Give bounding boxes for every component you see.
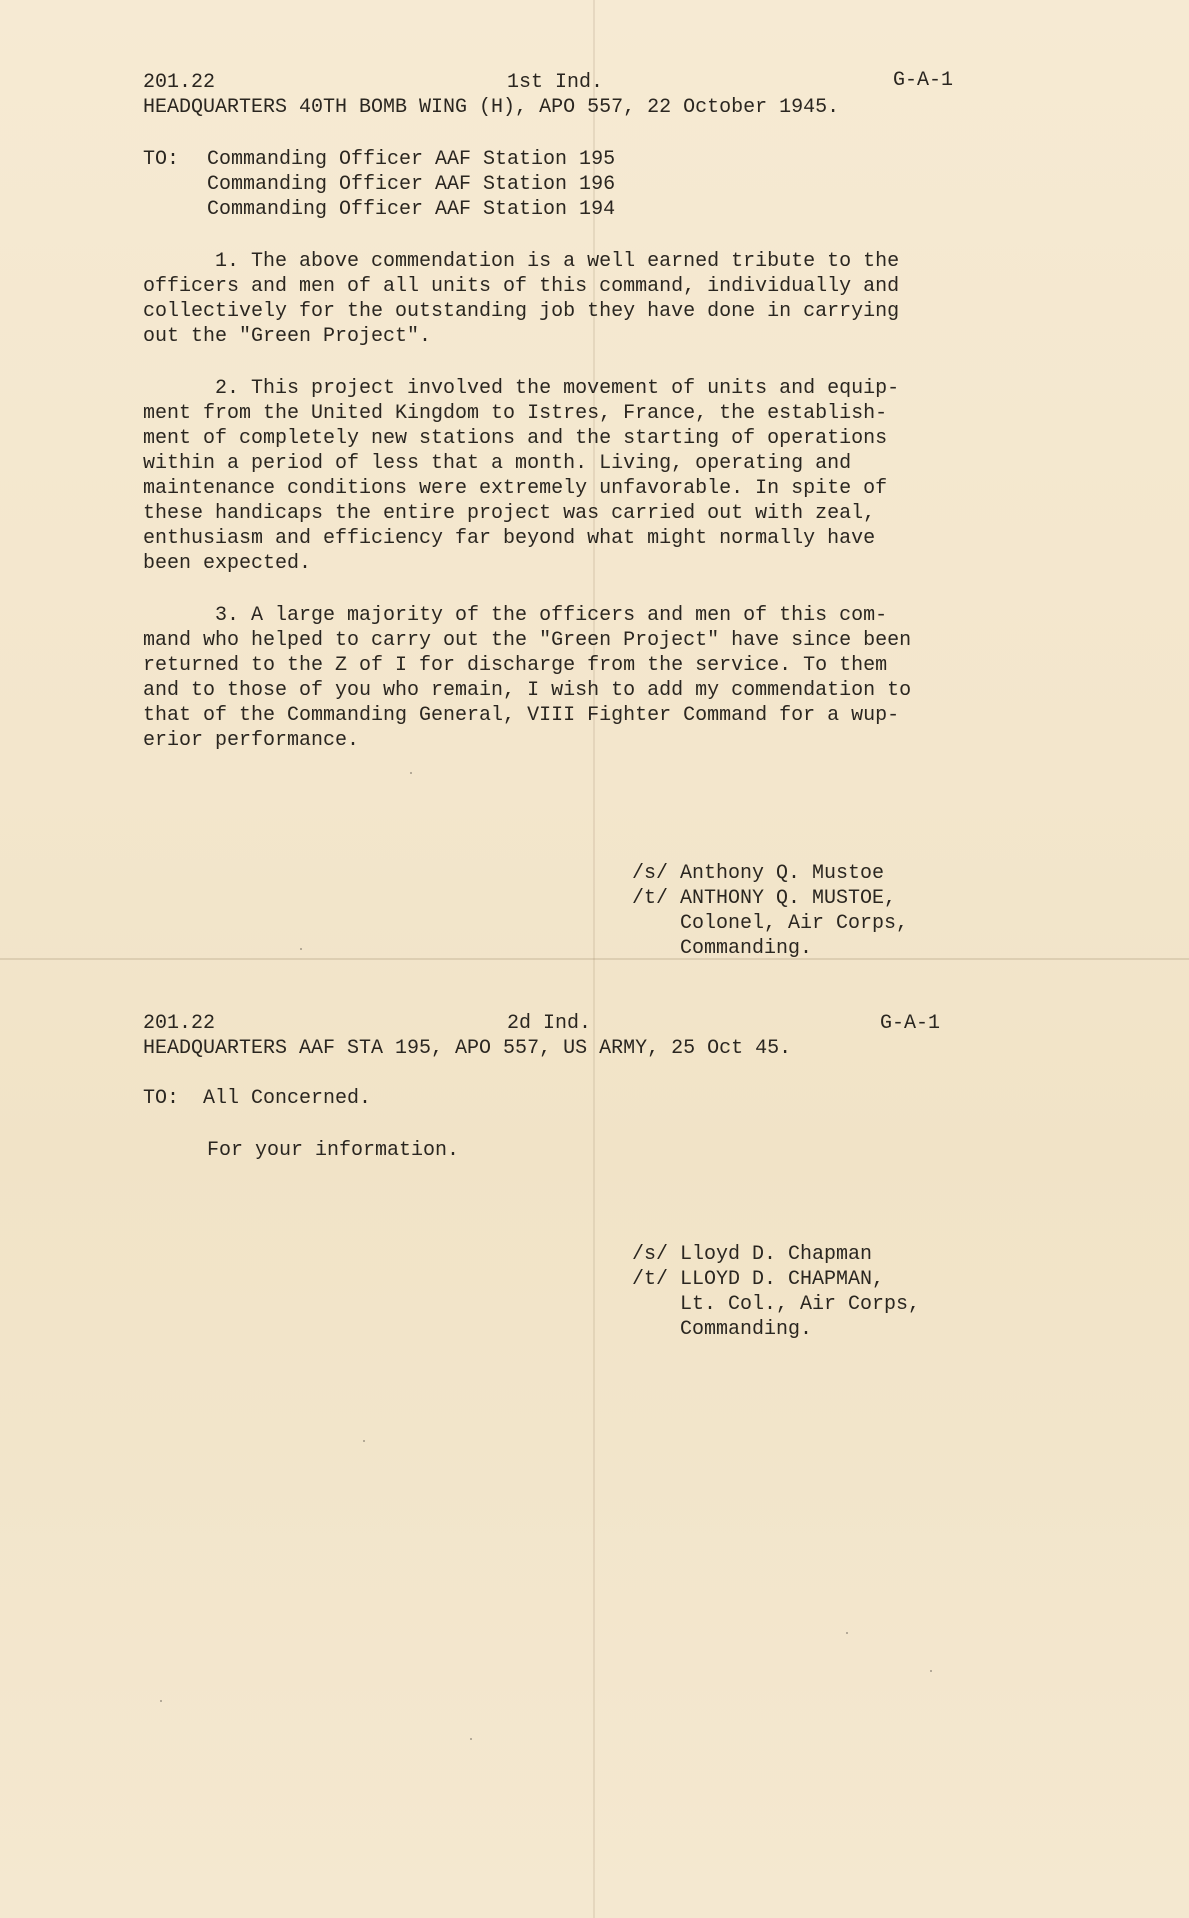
paragraph-line: maintenance conditions were extremely unfavorable. In spite of	[143, 477, 888, 500]
paper-speck	[470, 1738, 472, 1740]
to-label: TO:	[143, 148, 180, 171]
file-number: 201.22	[143, 71, 216, 94]
paragraph-line: been expected.	[143, 552, 312, 575]
headquarters-line-2: HEADQUARTERS AAF STA 195, APO 557, US ARMY, 25 Oct 45.	[143, 1037, 792, 1060]
recipient-line: Commanding Officer AAF Station 194	[207, 198, 616, 221]
headquarters-line: HEADQUARTERS 40TH BOMB WING (H), APO 557, 22 October 1945.	[143, 96, 840, 119]
recipient-line: Commanding Officer AAF Station 195	[207, 148, 616, 171]
paragraph-line: ment of completely new stations and the starting of operations	[143, 427, 888, 450]
signature-line: Commanding.	[632, 1318, 813, 1341]
information-line: For your information.	[207, 1139, 460, 1162]
paper-speck	[300, 948, 302, 950]
paragraph-line: within a period of less that a month. Living, operating and	[143, 452, 852, 475]
recipient-line: Commanding Officer AAF Station 196	[207, 173, 616, 196]
signature-line: /t/ LLOYD D. CHAPMAN,	[632, 1268, 885, 1291]
paragraph-line: collectively for the outstanding job they have done in carrying	[143, 300, 900, 323]
paragraph-line: and to those of you who remain, I wish to add my commendation to	[143, 679, 912, 702]
to-line-2: TO: All Concerned.	[143, 1087, 372, 1110]
paper-speck	[846, 1632, 848, 1634]
paper-speck	[363, 1440, 365, 1442]
paper-speck	[410, 772, 412, 774]
indorsement-label-2: 2d Ind.	[507, 1012, 592, 1035]
signature-line: Colonel, Air Corps,	[632, 912, 909, 935]
file-number-2: 201.22	[143, 1012, 216, 1035]
paragraph-line: mand who helped to carry out the "Green Project" have since been	[143, 629, 912, 652]
reference-code: G-A-1	[893, 69, 954, 92]
signature-line: /t/ ANTHONY Q. MUSTOE,	[632, 887, 897, 910]
paragraph-line: enthusiasm and efficiency far beyond what might normally have	[143, 527, 876, 550]
signature-line: /s/ Lloyd D. Chapman	[632, 1243, 873, 1266]
paragraph-line: erior performance.	[143, 729, 360, 752]
signature-line: Commanding.	[632, 937, 813, 960]
paragraph-line: ment from the United Kingdom to Istres, France, the establish-	[143, 402, 888, 425]
paragraph-line: 2. This project involved the movement of units and equip-	[143, 377, 900, 400]
paper-speck	[160, 1700, 162, 1702]
signature-line: /s/ Anthony Q. Mustoe	[632, 862, 885, 885]
paragraph-line: 1. The above commendation is a well earned tribute to the	[143, 250, 900, 273]
paragraph-line: out the "Green Project".	[143, 325, 432, 348]
reference-code-2: G-A-1	[880, 1012, 941, 1035]
signature-line: Lt. Col., Air Corps,	[632, 1293, 921, 1316]
paragraph-line: 3. A large majority of the officers and men of this com-	[143, 604, 888, 627]
paper-speck	[930, 1670, 932, 1672]
indorsement-label: 1st Ind.	[507, 71, 604, 94]
paragraph-line: officers and men of all units of this command, individually and	[143, 275, 900, 298]
paragraph-line: these handicaps the entire project was carried out with zeal,	[143, 502, 876, 525]
paragraph-line: returned to the Z of I for discharge from the service. To them	[143, 654, 888, 677]
paragraph-line: that of the Commanding General, VIII Fighter Command for a wup-	[143, 704, 900, 727]
